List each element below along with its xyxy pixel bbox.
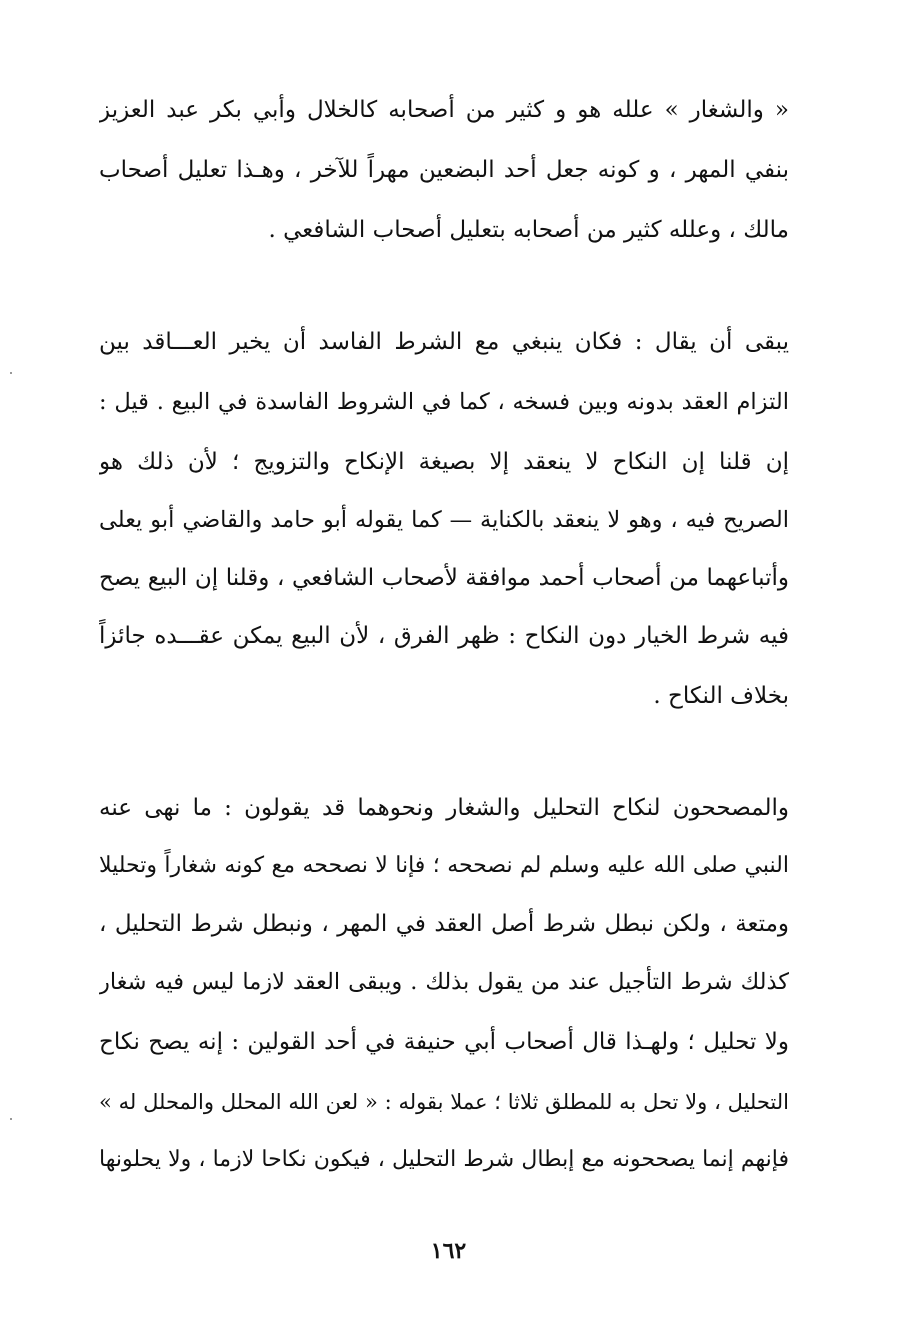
paragraph-2-line-3: إن قلنا إن النكاح لا ينعقد إلا بصيغة الإنكاح والتزويج ؛ لأن ذلك هو (99, 449, 789, 475)
paragraph-2-line-1: يبقى أن يقال : فكان ينبغي مع الشرط الفاسد أن يخير العـــاقد بين (99, 329, 789, 355)
paragraph-2-line-7: بخلاف النكاح . (653, 683, 789, 709)
paragraph-3-line-6: التحليل ، ولا تحل به للمطلق ثلاثا ؛ عملا بقوله : « لعن الله المحلل والمحلل له » (99, 1090, 789, 1114)
scan-speck (10, 372, 12, 374)
paragraph-1-line-2: بنفي المهر ، و كونه جعل أحد البضعين مهراً للآخر ، وهـذا تعليل أصحاب (99, 157, 789, 183)
paragraph-2-line-2: التزام العقد بدونه وبين فسخه ، كما في الشروط الفاسدة في البيع . قيل : (99, 389, 789, 415)
paragraph-2-line-4: الصريح فيه ، وهو لا ينعقد بالكناية — كما يقوله أبو حامد والقاضي أبو يعلى (99, 507, 789, 533)
paragraph-3-line-5: ولا تحليل ؛ ولهـذا قال أصحاب أبي حنيفة في أحد القولين : إنه يصح نكاح (99, 1029, 789, 1055)
paragraph-3-line-2: النبي صلى الله عليه وسلم لم نصححه ؛ فإنا لا نصححه مع كونه شغاراً وتحليلا (99, 853, 789, 878)
paragraph-1-line-1: « والشغار » علله هو و كثير من أصحابه كالخلال وأبي بكر عبد العزيز (99, 97, 789, 123)
paragraph-2-line-5: وأتباعهما من أصحاب أحمد موافقة لأصحاب الشافعي ، وقلنا إن البيع يصح (99, 565, 789, 591)
paragraph-3-line-3: ومتعة ، ولكن نبطل شرط أصل العقد في المهر ، ونبطل شرط التحليل ، (99, 911, 789, 937)
paragraph-2-line-6: فيه شرط الخيار دون النكاح : ظهر الفرق ، لأن البيع يمكن عقـــده جائزاً (99, 623, 789, 649)
paragraph-3-line-7: فإنهم إنما يصححونه مع إبطال شرط التحليل ، فيكون نكاحا لازما ، ولا يحلونها (99, 1147, 789, 1172)
paragraph-3-line-4: كذلك شرط التأجيل عند من يقول بذلك . ويبقى العقد لازما ليس فيه شغار (99, 969, 789, 995)
scan-speck (10, 1118, 12, 1120)
page-number: ١٦٢ (430, 1238, 467, 1264)
paragraph-3-line-1: والمصححون لنكاح التحليل والشغار ونحوهما قد يقولون : ما نهى عنه (99, 795, 789, 821)
paragraph-1-line-3: مالك ، وعلله كثير من أصحابه بتعليل أصحاب الشافعي . (268, 217, 789, 243)
